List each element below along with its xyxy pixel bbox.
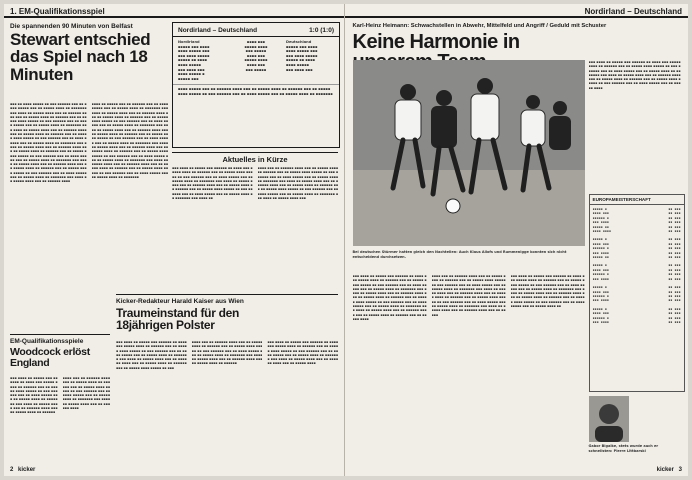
match-info-box: Nordirland – Deutschland 1:0 (1:0) Nordirland ▪▪▪▪▪ ▪▪▪ ▪▪▪▪ ▪▪▪▪ ▪▪▪▪▪ ▪▪▪ ▪▪▪ ▪▪▪▪ ▪▪▪▪▪ ▪▪▪▪▪ ▪▪ ▪▪▪▪ ▪▪▪▪ ▪▪▪▪▪ ▪▪▪ ▪▪▪▪ ▪▪▪ ▪▪▪▪ ▪▪▪▪▪ ▪ ▪▪▪▪▪ ▪▪▪ ▪▪▪▪ ▪▪▪ ▪▪▪▪▪ ▪▪▪▪ ▪▪▪ ▪▪▪▪▪ ▪▪▪▪ ▪▪▪ ▪▪▪▪▪ ▪▪▪▪ ▪▪▪▪ ▪▪▪ ▪▪▪ ▪▪▪▪▪ Deutschland ▪▪▪▪▪ ▪▪▪ ▪▪▪▪ ▪▪▪▪ ▪▪▪▪▪ ▪▪▪ ▪▪▪ ▪▪▪▪ ▪▪▪▪▪ ▪▪▪▪▪ ▪▪ ▪▪▪▪ ▪▪▪▪ ▪▪▪▪▪ ▪▪▪ ▪▪▪▪ ▪▪▪ ▪▪▪▪ ▪▪▪▪▪ ▪▪▪ ▪▪ ▪▪▪▪▪▪ ▪▪▪▪ ▪▪▪ ▪▪ ▪▪▪▪▪ ▪▪▪▪ ▪▪ ▪▪▪▪▪▪ ▪▪▪ ▪▪ ▪▪▪▪▪ ▪▪▪▪ ▪▪▪▪▪ ▪▪ ▪▪▪ ▪▪▪▪▪▪ ▪▪▪ ▪▪ ▪▪▪▪ ▪▪▪▪▪ ▪▪▪ ▪▪ ▪▪▪▪▪ ▪▪▪▪ ▪▪ ▪▪▪▪▪▪▪ (172, 22, 340, 148)
body-column: ▪▪▪ ▪▪ ▪▪▪▪ ▪▪▪▪▪ ▪▪ ▪▪▪ ▪▪▪▪▪▪ ▪▪▪ ▪▪ ▪▪▪▪ ▪▪▪▪▪ ▪▪▪ ▪▪ ▪▪▪▪▪ ▪▪▪▪ ▪▪ ▪▪▪▪▪▪▪ ▪▪▪ ▪▪▪▪ ▪▪ ▪▪▪▪▪ ▪▪▪▪ ▪▪▪ ▪▪ ▪▪▪▪▪▪ ▪▪▪▪ ▪▪▪ ▪▪ ▪▪▪▪▪ ▪▪▪▪ ▪▪ ▪▪▪▪▪▪ ▪▪▪ ▪▪ ▪▪▪▪▪ ▪▪▪▪ ▪▪▪▪▪ ▪▪ ▪▪▪ ▪▪▪▪▪▪ ▪▪▪ ▪▪ ▪▪▪▪ ▪▪▪▪▪ ▪▪▪ ▪▪ ▪▪▪▪▪ ▪▪▪▪ ▪▪ ▪▪▪▪▪▪▪ ▪▪▪ ▪▪▪▪ ▪▪ ▪▪▪▪▪ ▪▪▪▪ ▪▪▪ ▪▪ ▪▪▪▪▪▪ ▪▪▪▪ ▪▪▪ ▪▪ ▪▪▪▪▪ ▪▪▪▪ ▪▪ ▪▪▪▪▪▪ ▪▪▪ ▪▪ ▪▪▪▪▪ ▪▪▪▪ ▪▪▪▪▪ ▪▪ ▪▪▪ ▪▪▪▪▪▪ ▪▪▪ ▪▪ ▪▪▪▪ ▪▪▪▪▪ ▪▪▪ ▪▪ ▪▪▪▪▪ ▪▪▪▪ ▪▪ ▪▪▪▪▪▪▪ ▪▪▪ ▪▪▪▪ ▪▪ ▪▪▪▪▪ ▪▪▪▪ ▪▪▪ ▪▪ ▪▪▪▪▪▪ ▪▪▪▪ ▪▪▪ ▪▪ ▪▪▪▪▪ ▪▪▪▪ ▪▪ ▪▪▪▪▪▪ ▪▪▪ ▪▪ ▪▪▪▪▪ ▪▪▪▪ ▪▪▪▪▪ ▪▪ ▪▪▪ ▪▪▪▪▪▪ ▪▪▪ ▪▪ ▪▪▪▪ ▪▪▪▪▪ ▪▪▪ ▪▪ ▪▪▪▪▪ ▪▪▪▪ ▪▪ ▪▪▪▪▪▪▪ ▪▪▪ ▪▪▪▪ ▪▪ ▪▪▪▪▪ ▪▪▪▪ ▪▪▪ ▪▪ ▪▪▪▪▪▪ ▪▪▪▪ ▪▪▪ ▪▪ ▪▪▪▪▪ ▪▪▪▪ ▪▪ ▪▪▪▪▪▪ ▪▪▪ ▪▪ ▪▪▪▪▪ ▪▪▪▪ ▪▪▪▪▪ ▪▪ ▪▪▪ ▪▪▪▪▪▪ ▪▪▪ ▪▪ ▪▪▪▪ ▪▪▪▪▪ ▪▪▪ ▪▪ ▪▪▪▪▪ ▪▪▪▪ ▪▪ ▪▪▪▪▪▪▪ ▪▪▪ ▪▪▪▪ ▪▪ ▪▪▪▪▪ ▪▪▪▪ ▪▪▪ ▪▪ ▪▪▪▪▪▪ ▪▪▪▪ (10, 102, 87, 184)
right-footer (657, 467, 682, 473)
left-kicker: Die spannenden 90 Minuten von Belfast (10, 23, 133, 30)
sub-column: ▪▪▪▪ ▪▪▪ ▪▪ ▪▪▪▪▪▪ ▪▪▪▪ ▪▪▪ ▪▪ ▪▪▪▪▪ ▪▪▪▪ ▪▪ ▪▪▪▪▪▪ ▪▪▪ ▪▪ ▪▪▪▪▪ ▪▪▪▪ ▪▪▪▪▪ ▪▪ ▪▪▪ ▪▪▪▪▪▪ ▪▪▪ ▪▪ ▪▪▪▪ ▪▪▪▪▪ ▪▪▪ ▪▪ ▪▪▪▪▪ ▪▪▪▪ ▪▪ ▪▪▪▪▪▪▪ ▪▪▪ ▪▪▪▪ ▪▪ ▪▪▪▪▪ ▪▪▪▪ ▪▪▪ ▪▪ ▪▪▪▪▪▪ ▪▪▪▪ (62, 376, 110, 411)
left-brand: kicker (18, 467, 36, 473)
right-column: ▪▪▪▪ ▪▪▪ ▪▪ ▪▪▪▪▪▪ ▪▪▪▪ ▪▪▪ ▪▪ ▪▪▪▪▪ ▪▪▪▪ ▪▪ ▪▪▪▪▪▪ ▪▪▪ ▪▪ ▪▪▪▪▪ ▪▪▪▪ ▪▪▪▪▪ ▪▪ ▪▪▪ ▪▪▪▪▪▪ ▪▪▪ ▪▪ ▪▪▪▪ ▪▪▪▪▪ ▪▪▪ ▪▪ ▪▪▪▪▪ ▪▪▪▪ ▪▪ ▪▪▪▪▪▪▪ ▪▪▪ ▪▪▪▪ ▪▪ ▪▪▪▪▪ ▪▪▪▪ ▪▪▪ ▪▪ ▪▪▪▪▪▪ ▪▪▪▪ ▪▪▪ ▪▪ ▪▪▪▪▪ ▪▪▪▪ ▪▪ ▪▪▪▪▪▪ ▪▪▪ ▪▪ ▪▪▪▪▪ ▪▪▪▪ ▪▪▪▪▪ ▪▪ ▪▪▪ ▪▪▪▪▪▪ ▪▪▪ ▪▪ ▪▪▪▪ ▪▪▪▪▪ ▪▪▪ ▪▪ ▪▪▪▪▪ ▪▪▪▪ ▪▪ ▪▪▪▪▪▪▪ ▪▪▪ ▪▪▪▪ ▪▪ ▪▪▪▪▪ ▪▪▪▪ ▪▪▪ ▪▪ ▪▪▪▪▪▪ ▪▪▪▪ ▪▪▪ ▪▪ ▪▪▪▪▪ (431, 274, 506, 317)
feature-kicker: Kicker-Redakteur Harald Kaiser aus Wien (116, 298, 244, 305)
right-section-header (345, 4, 689, 18)
match-box-title: Nordirland – Deutschland (178, 27, 258, 34)
left-page (4, 4, 344, 476)
match-box-team-right: Deutschland (286, 40, 312, 44)
right-kicker: Karl-Heinz Heimann: Schwachstellen in Abwehr, Mittelfeld und Angriff / Geduld mit Schuster (352, 23, 607, 29)
news-column: ▪▪▪▪ ▪▪▪ ▪▪ ▪▪▪▪▪▪ ▪▪▪▪ ▪▪▪ ▪▪ ▪▪▪▪▪ ▪▪▪▪ ▪▪ ▪▪▪▪▪▪ ▪▪▪ ▪▪ ▪▪▪▪▪ ▪▪▪▪ ▪▪▪▪▪ ▪▪ ▪▪▪ ▪▪▪▪▪▪ ▪▪▪ ▪▪ ▪▪▪▪ ▪▪▪▪▪ ▪▪▪ ▪▪ ▪▪▪▪▪ ▪▪▪▪ ▪▪ ▪▪▪▪▪▪▪ ▪▪▪ ▪▪▪▪ ▪▪ ▪▪▪▪▪ ▪▪▪▪ ▪▪▪ ▪▪ ▪▪▪▪▪▪ ▪▪▪▪ ▪▪▪ ▪▪ ▪▪▪▪▪ ▪▪▪▪ ▪▪ ▪▪▪▪▪▪ ▪▪▪ ▪▪ ▪▪▪▪▪ ▪▪▪▪ ▪▪▪▪▪ ▪▪ ▪▪▪ ▪▪▪▪▪▪ ▪▪▪ ▪▪ ▪▪▪▪ ▪▪▪▪▪ ▪▪▪ ▪▪ ▪▪▪▪▪ ▪▪▪▪ ▪▪ ▪▪▪▪▪▪▪ ▪▪▪ ▪▪▪▪ ▪▪ ▪▪▪▪▪ ▪▪▪▪ ▪▪▪ (257, 166, 338, 201)
news-brief-columns (172, 166, 338, 288)
sub-article-body (10, 376, 110, 464)
standings-title: EUROPAMEISTERSCHAFT (590, 195, 684, 205)
right-column: ▪▪▪ ▪▪▪▪ ▪▪ ▪▪▪▪▪ ▪▪▪ ▪▪▪▪▪▪ ▪▪ ▪▪▪▪ ▪▪▪ ▪▪▪▪▪ ▪▪▪▪ ▪▪ ▪▪▪▪▪▪ ▪▪▪ ▪▪ ▪▪▪▪▪ ▪▪▪▪ ▪▪▪▪▪ ▪▪ ▪▪▪ ▪▪▪▪▪▪ ▪▪▪ ▪▪ ▪▪▪▪ ▪▪▪▪▪ ▪▪▪ ▪▪ ▪▪▪▪▪ ▪▪▪▪ ▪▪ ▪▪▪▪▪▪▪ ▪▪▪ ▪▪▪▪ ▪▪ ▪▪▪▪▪ ▪▪▪▪ ▪▪▪ ▪▪ ▪▪▪▪▪▪ ▪▪▪▪ ▪▪▪ ▪▪ ▪▪▪▪▪ ▪▪▪▪ ▪▪ ▪▪▪▪▪▪ ▪▪▪ ▪▪ ▪▪▪▪▪ ▪▪▪▪ ▪▪▪▪▪ ▪▪ ▪▪▪ ▪▪▪▪▪▪ ▪▪▪ ▪▪ ▪▪▪▪ ▪▪▪▪▪ ▪▪▪ ▪▪ ▪▪▪▪▪ ▪▪▪▪ ▪▪ ▪▪▪▪▪▪▪ ▪▪▪ ▪▪▪▪ ▪▪ ▪▪▪▪▪ ▪▪▪▪ ▪▪▪ ▪▪ ▪▪▪▪▪▪ ▪▪▪▪ ▪▪▪ ▪▪ ▪▪▪▪▪ ▪▪▪▪ ▪▪ ▪▪▪▪▪▪ ▪▪▪ ▪▪ ▪▪▪▪▪ ▪▪▪▪ (352, 274, 427, 321)
feature-column: ▪▪▪ ▪▪▪▪ ▪▪ ▪▪▪▪▪ ▪▪▪ ▪▪▪▪▪▪ ▪▪ ▪▪▪▪ ▪▪▪ ▪▪▪▪▪ ▪▪▪▪ ▪▪ ▪▪▪▪▪▪ ▪▪▪ ▪▪ ▪▪▪▪▪ ▪▪▪▪ ▪▪▪▪▪ ▪▪ ▪▪▪ ▪▪▪▪▪▪ ▪▪▪ ▪▪ ▪▪▪▪ ▪▪▪▪▪ ▪▪▪ ▪▪ ▪▪▪▪▪ ▪▪▪▪ ▪▪ ▪▪▪▪▪▪▪ ▪▪▪ ▪▪▪▪ ▪▪ ▪▪▪▪▪ ▪▪▪▪ ▪▪▪ ▪▪ ▪▪▪▪▪▪ ▪▪▪▪ ▪▪▪ ▪▪ ▪▪▪▪▪ ▪▪▪▪ ▪▪ ▪▪▪▪▪▪ ▪▪▪ ▪▪ ▪▪▪▪▪ ▪▪▪▪ ▪▪▪▪▪ ▪▪ ▪▪▪ (116, 340, 187, 370)
left-headline: Stewart entschied das Spiel nach 18 Minuten (10, 30, 151, 84)
right-brand: kicker (656, 467, 674, 473)
right-intro-body (589, 60, 681, 188)
feature-headline: Traumeinstand für den 18jährigen Polster (116, 306, 240, 333)
right-intro-column: ▪▪▪ ▪▪▪▪ ▪▪ ▪▪▪▪▪ ▪▪▪ ▪▪▪▪▪▪ ▪▪ ▪▪▪▪ ▪▪▪ ▪▪▪▪▪ ▪▪▪▪ ▪▪ ▪▪▪▪▪▪ ▪▪▪ ▪▪ ▪▪▪▪▪ ▪▪▪▪ ▪▪▪▪▪ ▪▪ ▪▪▪ ▪▪▪▪▪▪ ▪▪▪ ▪▪ ▪▪▪▪ ▪▪▪▪▪ ▪▪▪ ▪▪ ▪▪▪▪▪ ▪▪▪▪ ▪▪ ▪▪▪▪▪▪▪ ▪▪▪ ▪▪▪▪ ▪▪ ▪▪▪▪▪ ▪▪▪▪ ▪▪▪ ▪▪ ▪▪▪▪▪▪ ▪▪▪▪ ▪▪▪ ▪▪ ▪▪▪▪▪ ▪▪▪▪ ▪▪ ▪▪▪▪▪▪ ▪▪▪ ▪▪ ▪▪▪▪▪ ▪▪▪▪ ▪▪▪▪▪ ▪▪ ▪▪▪ ▪▪▪▪▪▪ ▪▪▪ ▪▪ ▪▪▪▪ ▪▪▪▪▪ ▪▪▪ ▪▪ ▪▪▪▪▪ ▪▪▪▪ (588, 60, 681, 90)
left-section-label: 1. EM-Qualifikationsspiel (10, 7, 105, 16)
match-photo (353, 60, 585, 246)
standings-table: EUROPAMEISTERSCHAFT ▪▪▪▪▪ ▪ ▪▪ ▪▪▪ ▪▪▪▪ ▪▪▪ ▪▪ ▪▪▪ ▪▪▪▪▪▪ ▪ ▪▪ ▪▪▪ ▪▪▪ ▪▪▪▪ ▪▪ ▪▪▪ ▪▪▪▪▪ ▪▪ ▪▪ ▪▪▪ ▪▪▪▪ ▪▪▪▪ ▪▪ ▪▪▪ ▪▪▪▪▪ ▪ ▪▪ ▪▪▪ ▪▪▪▪ ▪▪▪ ▪▪ ▪▪▪ ▪▪▪▪▪▪ ▪ ▪▪ ▪▪▪ ▪▪▪ ▪▪▪▪ ▪▪ ▪▪▪ ▪▪▪▪▪ ▪▪ ▪▪ ▪▪▪ ▪▪▪▪▪ ▪ ▪▪ ▪▪▪ ▪▪▪▪ ▪▪▪ ▪▪ ▪▪▪ ▪▪▪▪▪▪ ▪ ▪▪ ▪▪▪ ▪▪▪ ▪▪▪▪ ▪▪ ▪▪▪ ▪▪▪▪▪ ▪ ▪▪ ▪▪▪ ▪▪▪▪ ▪▪▪ ▪▪ ▪▪▪ ▪▪▪▪▪▪ ▪ ▪▪ ▪▪▪ ▪▪▪ ▪▪▪▪ ▪▪ ▪▪▪ ▪▪▪▪▪ ▪ ▪▪ ▪▪▪ ▪▪▪▪ ▪▪▪ ▪▪ ▪▪▪ ▪▪▪▪▪▪ ▪ ▪▪ ▪▪▪ ▪▪▪ ▪▪▪▪ ▪▪ ▪▪▪ (589, 194, 685, 392)
feature-column: ▪▪▪ ▪▪▪▪ ▪▪ ▪▪▪▪▪ ▪▪▪ ▪▪▪▪▪▪ ▪▪ ▪▪▪▪ ▪▪▪ ▪▪▪▪▪ ▪▪▪▪ ▪▪ ▪▪▪▪▪▪ ▪▪▪ ▪▪ ▪▪▪▪▪ ▪▪▪▪ ▪▪▪▪▪ ▪▪ ▪▪▪ ▪▪▪▪▪▪ ▪▪▪ ▪▪ ▪▪▪▪ ▪▪▪▪▪ ▪▪▪ ▪▪ ▪▪▪▪▪ ▪▪▪▪ ▪▪ ▪▪▪▪▪▪▪ ▪▪▪ ▪▪▪▪ ▪▪ ▪▪▪▪▪ ▪▪▪▪ ▪▪▪ ▪▪ ▪▪▪▪▪▪ ▪▪▪▪ ▪▪▪ ▪▪ ▪▪▪▪▪ ▪▪▪▪ (267, 340, 339, 366)
left-page-number: 2 (10, 467, 14, 473)
right-headline: Keine Harmonie in (352, 31, 520, 53)
photo-caption: Bei deutschen Stürmer hatten gleich den Nachteilen: Auch Klaus Allofs und Rummenigge konnten sich nicht entscheidend durchsetzen. (352, 250, 567, 259)
sub-kicker: EM-Qualifikationsspiele (10, 338, 84, 345)
body-column: ▪▪▪▪ ▪▪ ▪▪▪▪▪ ▪▪▪ ▪▪ ▪▪▪▪▪▪ ▪▪▪ ▪▪ ▪▪▪▪ ▪▪▪▪▪ ▪▪▪ ▪▪ ▪▪▪▪▪ ▪▪▪▪ ▪▪ ▪▪▪▪▪▪▪ ▪▪▪ ▪▪▪▪ ▪▪ ▪▪▪▪▪ ▪▪▪▪ ▪▪▪ ▪▪ ▪▪▪▪▪▪ ▪▪▪▪ ▪▪▪ ▪▪ ▪▪▪▪▪ ▪▪▪▪ ▪▪ ▪▪▪▪▪▪ ▪▪▪ ▪▪ ▪▪▪▪▪ ▪▪▪▪ ▪▪▪▪▪ ▪▪ ▪▪▪ ▪▪▪▪▪▪ ▪▪▪ ▪▪ ▪▪▪▪ ▪▪▪▪▪ ▪▪▪ ▪▪ ▪▪▪▪▪ ▪▪▪▪ ▪▪ ▪▪▪▪▪▪▪ ▪▪▪ ▪▪▪▪ ▪▪ ▪▪▪▪▪ ▪▪▪▪ ▪▪▪ ▪▪ ▪▪▪▪▪▪ ▪▪▪▪ ▪▪▪ ▪▪ ▪▪▪▪▪ ▪▪▪▪ ▪▪ ▪▪▪▪▪▪ ▪▪▪ ▪▪ ▪▪▪▪▪ ▪▪▪▪ ▪▪▪▪▪ ▪▪ ▪▪▪ ▪▪▪▪▪▪ ▪▪▪ ▪▪ ▪▪▪▪ ▪▪▪▪▪ ▪▪▪ ▪▪ ▪▪▪▪▪ ▪▪▪▪ ▪▪ ▪▪▪▪▪▪▪ ▪▪▪ ▪▪▪▪ ▪▪ ▪▪▪▪▪ ▪▪▪▪ ▪▪▪ ▪▪ ▪▪▪▪▪▪ ▪▪▪▪ ▪▪▪ ▪▪ ▪▪▪▪▪ ▪▪▪▪ ▪▪ ▪▪▪▪▪▪ ▪▪▪ ▪▪ ▪▪▪▪▪ ▪▪▪▪ ▪▪▪▪▪ ▪▪ ▪▪▪ ▪▪▪▪▪▪ ▪▪▪ ▪▪ ▪▪▪▪ ▪▪▪▪▪ ▪▪▪ ▪▪ ▪▪▪▪▪ ▪▪▪▪ ▪▪ ▪▪▪▪▪▪▪ ▪▪▪ ▪▪▪▪ ▪▪ ▪▪▪▪▪ ▪▪▪▪ ▪▪▪ ▪▪ ▪▪▪▪▪▪ ▪▪▪▪ ▪▪▪ ▪▪ ▪▪▪▪▪ ▪▪▪▪ ▪▪ ▪▪▪▪▪▪ ▪▪▪ ▪▪ ▪▪▪▪▪ ▪▪▪▪ ▪▪▪▪▪ ▪▪ ▪▪▪ ▪▪▪▪▪▪ ▪▪▪ ▪▪ ▪▪▪▪ ▪▪▪▪▪ ▪▪▪ ▪▪ ▪▪▪▪▪ ▪▪▪▪ ▪▪ ▪▪▪▪▪▪▪ (91, 102, 168, 180)
feature-article-body (116, 340, 338, 464)
news-section-title: Aktuelles in Kürze (222, 155, 288, 164)
left-footer (10, 467, 35, 473)
sub-headline: Woodcock erlöst England (10, 346, 90, 369)
portrait-photo (589, 396, 629, 442)
right-page-number: 3 (678, 467, 682, 473)
portrait-image (589, 396, 629, 442)
match-box-score: 1:0 (1:0) (309, 27, 334, 34)
right-page (344, 4, 689, 476)
magazine-spread (4, 4, 688, 476)
right-article-body (353, 274, 585, 464)
left-section-header (4, 4, 344, 18)
sub-column: ▪▪▪ ▪▪▪▪ ▪▪ ▪▪▪▪▪ ▪▪▪ ▪▪▪▪▪▪ ▪▪ ▪▪▪▪ ▪▪▪ ▪▪▪▪▪ ▪▪▪▪ ▪▪ ▪▪▪▪▪▪ ▪▪▪ ▪▪ ▪▪▪▪▪ ▪▪▪▪ ▪▪▪▪▪ ▪▪ ▪▪▪ ▪▪▪▪▪▪ ▪▪▪ ▪▪ ▪▪▪▪ ▪▪▪▪▪ ▪▪▪ ▪▪ ▪▪▪▪▪ ▪▪▪▪ ▪▪ ▪▪▪▪▪▪▪ ▪▪▪ ▪▪▪▪ ▪▪ ▪▪▪▪▪ ▪▪▪▪ ▪▪▪ ▪▪ ▪▪▪▪▪▪ ▪▪▪▪ ▪▪▪ ▪▪ ▪▪▪▪▪ ▪▪▪▪ ▪▪ ▪▪▪▪▪▪ (10, 376, 58, 415)
match-photo-image (353, 60, 585, 246)
match-box-team-left: Nordirland (178, 40, 200, 44)
feature-column: ▪▪▪▪ ▪▪▪ ▪▪ ▪▪▪▪▪▪ ▪▪▪▪ ▪▪▪ ▪▪ ▪▪▪▪▪ ▪▪▪▪ ▪▪ ▪▪▪▪▪▪ ▪▪▪ ▪▪ ▪▪▪▪▪ ▪▪▪▪ ▪▪▪▪▪ ▪▪ ▪▪▪ ▪▪▪▪▪▪ ▪▪▪ ▪▪ ▪▪▪▪ ▪▪▪▪▪ ▪▪▪ ▪▪ ▪▪▪▪▪ ▪▪▪▪ ▪▪ ▪▪▪▪▪▪▪ ▪▪▪ ▪▪▪▪ ▪▪ ▪▪▪▪▪ ▪▪▪▪ ▪▪▪ ▪▪ ▪▪▪▪▪▪ ▪▪▪▪ ▪▪▪ ▪▪ ▪▪▪▪▪ ▪▪▪▪ ▪▪ ▪▪▪▪▪▪ (191, 340, 263, 366)
portrait-caption: Gabor Bigalke, stets wurde auch er schnellsten: Pierre Littbarski (588, 444, 659, 453)
news-column: ▪▪▪ ▪▪▪▪ ▪▪ ▪▪▪▪▪ ▪▪▪ ▪▪▪▪▪▪ ▪▪ ▪▪▪▪ ▪▪▪ ▪▪▪▪▪ ▪▪▪▪ ▪▪ ▪▪▪▪▪▪ ▪▪▪ ▪▪ ▪▪▪▪▪ ▪▪▪▪ ▪▪▪▪▪ ▪▪ ▪▪▪ ▪▪▪▪▪▪ ▪▪▪ ▪▪ ▪▪▪▪ ▪▪▪▪▪ ▪▪▪ ▪▪ ▪▪▪▪▪ ▪▪▪▪ ▪▪ ▪▪▪▪▪▪▪ ▪▪▪ ▪▪▪▪ ▪▪ ▪▪▪▪▪ ▪▪▪▪ ▪▪▪ ▪▪ ▪▪▪▪▪▪ ▪▪▪▪ ▪▪▪ ▪▪ ▪▪▪▪▪ ▪▪▪▪ ▪▪ ▪▪▪▪▪▪ ▪▪▪ ▪▪ ▪▪▪▪▪ ▪▪▪▪ ▪▪▪▪▪ ▪▪ ▪▪▪ ▪▪▪▪▪▪ ▪▪▪ ▪▪ ▪▪▪▪ ▪▪▪▪▪ ▪▪▪ ▪▪ ▪▪▪▪▪ ▪▪▪▪ ▪▪ ▪▪▪▪▪▪▪ ▪▪▪ ▪▪▪▪ ▪▪ (172, 166, 253, 201)
right-section-label: Nordirland – Deutschland (584, 7, 682, 16)
right-column: ▪▪▪ ▪▪▪▪ ▪▪ ▪▪▪▪▪ ▪▪▪ ▪▪▪▪▪▪ ▪▪ ▪▪▪▪ ▪▪▪ ▪▪▪▪▪ ▪▪▪▪ ▪▪ ▪▪▪▪▪▪ ▪▪▪ ▪▪ ▪▪▪▪▪ ▪▪▪▪ ▪▪▪▪▪ ▪▪ ▪▪▪ ▪▪▪▪▪▪ ▪▪▪ ▪▪ ▪▪▪▪ ▪▪▪▪▪ ▪▪▪ ▪▪ ▪▪▪▪▪ ▪▪▪▪ ▪▪ ▪▪▪▪▪▪▪ ▪▪▪ ▪▪▪▪ ▪▪ ▪▪▪▪▪ ▪▪▪▪ ▪▪▪ ▪▪ ▪▪▪▪▪▪ ▪▪▪▪ ▪▪▪ ▪▪ ▪▪▪▪▪ ▪▪▪▪ ▪▪ ▪▪▪▪▪▪ ▪▪▪ ▪▪ ▪▪▪▪▪ ▪▪▪▪ ▪▪▪▪▪ ▪▪ ▪▪▪ ▪▪▪▪▪▪ ▪▪▪ ▪▪ ▪▪▪▪ ▪▪▪▪▪ ▪▪▪ ▪▪ ▪▪▪▪▪ ▪▪▪▪ ▪▪ (510, 274, 585, 309)
